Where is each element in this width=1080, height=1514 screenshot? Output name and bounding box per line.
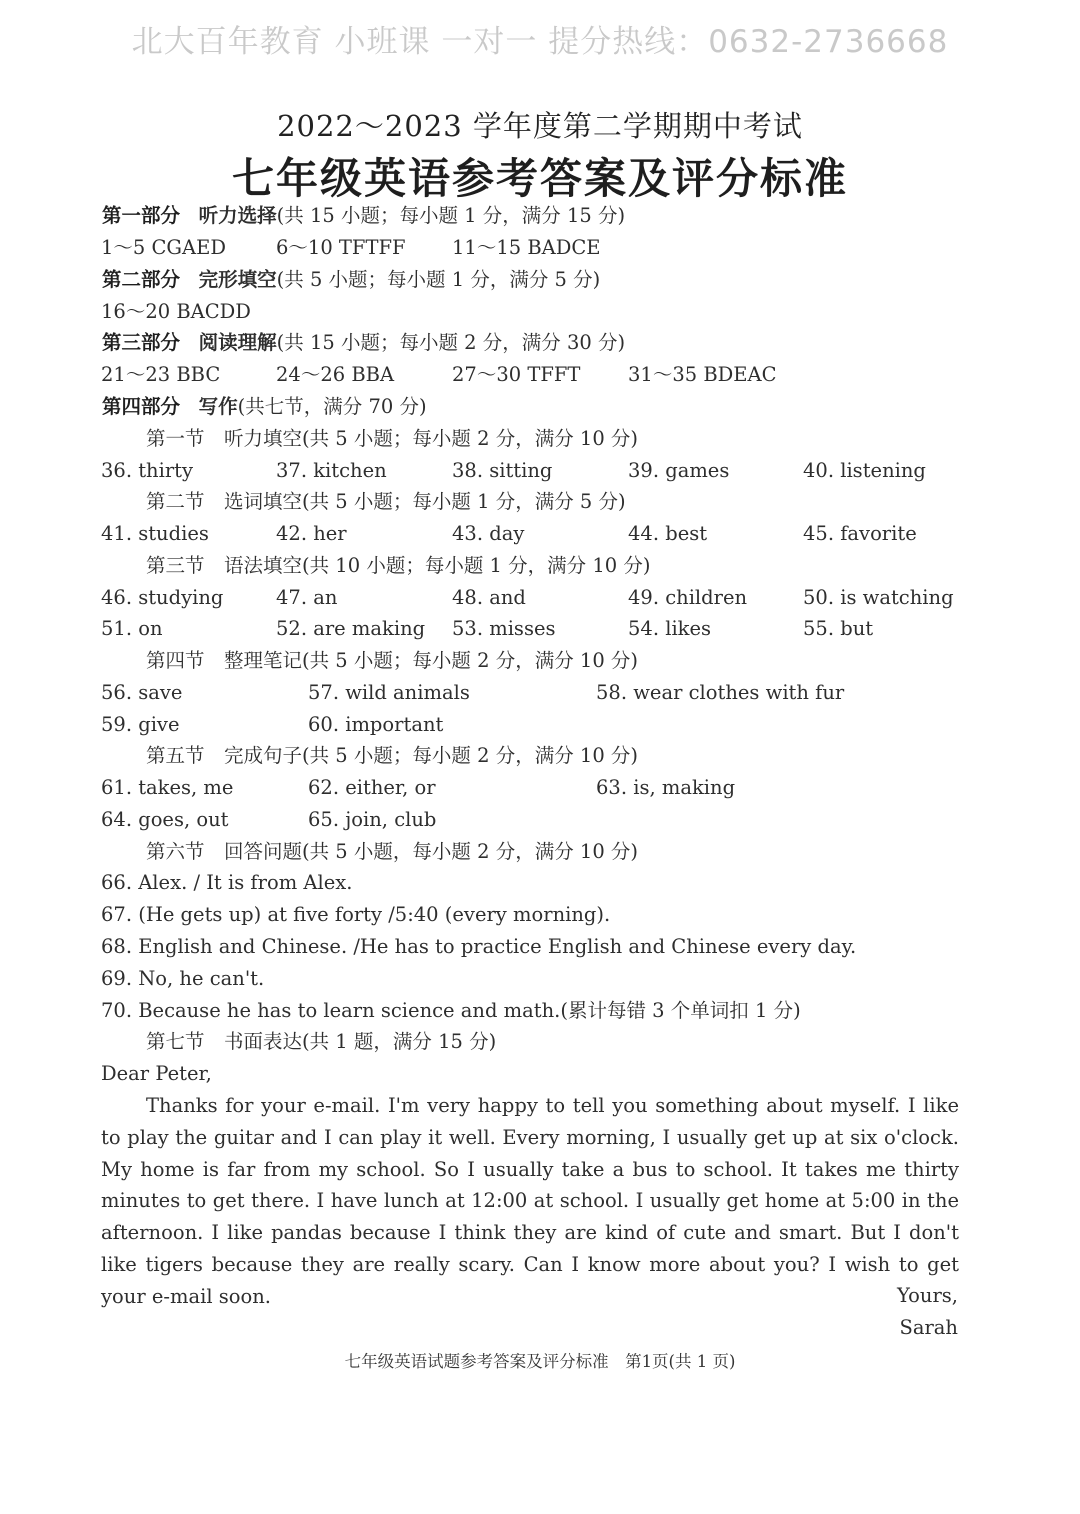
part2-scoring: (共 5 小题；每小题 1 分，满分 5 分) <box>276 268 601 291</box>
answer-item: 60. important <box>308 713 444 736</box>
exam-title: 2022～2023 学年度第二学期期中考试 <box>277 109 803 143</box>
answer-group: 1～5 CGAED <box>101 236 226 259</box>
answer-item: 47. an <box>276 586 338 609</box>
answer-item: 51. on <box>101 617 163 640</box>
part4-heading <box>102 395 427 419</box>
answer-key-title: 七年级英语参考答案及评分标准 <box>231 154 848 203</box>
part3-name: 阅读理解 <box>198 331 277 354</box>
answer-item: 56. save <box>101 681 183 704</box>
answer-66: 66. Alex. / It is from Alex. <box>101 871 353 894</box>
answer-67: 67. (He gets up) at five forty /5:40 (every morning). <box>101 903 611 926</box>
answer-item: 65. join, club <box>308 808 437 831</box>
answer-69: 69. No, he can't. <box>101 967 265 990</box>
answer-item: 59. give <box>101 713 180 736</box>
answer-item: 36. thirty <box>101 459 194 482</box>
answer-item: 57. wild animals <box>308 681 470 704</box>
answer-item: 61. takes, me <box>101 776 234 799</box>
letter-greeting: Dear Peter, <box>101 1062 212 1085</box>
answer-group: 6～10 TFTFF <box>276 236 406 259</box>
answer-item: 42. her <box>276 522 347 545</box>
answer-item: 43. day <box>452 522 525 545</box>
answer-68: 68. English and Chinese. /He has to practice English and Chinese every day. <box>101 935 857 958</box>
watermark-hotline: 北大百年教育 小班课 一对一 提分热线：0632-2736668 <box>131 24 949 60</box>
answer-item: 46. studying <box>101 586 224 609</box>
part3-heading <box>102 331 625 355</box>
part4-scoring: (共七节，满分 70 分) <box>237 395 427 418</box>
letter-closing: Yours, <box>896 1284 958 1307</box>
answer-item: 44. best <box>628 522 708 545</box>
answer-item: 62. either, or <box>308 776 436 799</box>
answer-group: 24～26 BBA <box>276 363 395 386</box>
answer-group: 31～35 BDEAC <box>628 363 777 386</box>
sec1-heading: 第一节 听力填空(共 5 小题；每小题 2 分，满分 10 分) <box>146 427 639 450</box>
answer-group: 16～20 BACDD <box>101 300 251 323</box>
sec2-heading: 第二节 选词填空(共 5 小题；每小题 1 分，满分 5 分) <box>146 490 626 513</box>
answer-item: 53. misses <box>452 617 556 640</box>
part1-label: 第一部分 <box>102 204 181 227</box>
part3-label: 第三部分 <box>102 331 181 354</box>
sec3-heading: 第三节 语法填空(共 10 小题；每小题 1 分，满分 10 分) <box>146 554 651 577</box>
part1-scoring: (共 15 小题；每小题 1 分，满分 15 分) <box>276 204 626 227</box>
answer-item: 39. games <box>628 459 730 482</box>
letter-signature: Sarah <box>899 1316 958 1339</box>
sec7-heading: 第七节 书面表达(共 1 题，满分 15 分) <box>146 1030 497 1053</box>
letter-body: Thanks for your e-mail. I'm very happy to tell you something about myself. I like to play the guitar and I can play it well. Every morning, I usually get up at six o'clock. My home is far from my school. So I usually take a bus to school. It takes me thirty minutes to get there. I have lunch at 12:00 at school. I usually get home at 5:00 in the afternoon. I like pandas because I think they are kind of cute and smart. But I don't like tigers because they are really scary. Can I know more about you? I wish to get your e-mail soon. <box>101 1094 959 1308</box>
answer-item: 49. children <box>628 586 748 609</box>
answer-group: 27～30 TFFT <box>452 363 581 386</box>
answer-item: 55. but <box>803 617 874 640</box>
part1-heading <box>102 204 625 228</box>
answer-item: 38. sitting <box>452 459 553 482</box>
answer-item: 64. goes, out <box>101 808 229 831</box>
part4-name: 写作 <box>198 395 238 418</box>
answer-item: 41. studies <box>101 522 209 545</box>
part3-scoring: (共 15 小题；每小题 2 分，满分 30 分) <box>276 331 626 354</box>
part2-label: 第二部分 <box>102 268 181 291</box>
part2-name: 完形填空 <box>198 268 277 291</box>
answer-item: 58. wear clothes with fur <box>596 681 845 704</box>
part1-name: 听力选择 <box>198 204 277 227</box>
answer-item: 40. listening <box>803 459 926 482</box>
answer-item: 45. favorite <box>803 522 917 545</box>
part4-label: 第四部分 <box>102 395 181 418</box>
sec5-heading: 第五节 完成句子(共 5 小题；每小题 2 分，满分 10 分) <box>146 744 639 767</box>
page-footer: 七年级英语试题参考答案及评分标准 第1页(共 1 页) <box>344 1352 736 1371</box>
answer-item: 54. likes <box>628 617 712 640</box>
answer-item: 37. kitchen <box>276 459 387 482</box>
answer-group: 21～23 BBC <box>101 363 221 386</box>
answer-item: 52. are making <box>276 617 426 640</box>
answer-item: 63. is, making <box>596 776 736 799</box>
answer-group: 11～15 BADCE <box>452 236 601 259</box>
answer-item: 48. and <box>452 586 526 609</box>
part2-heading <box>102 268 600 292</box>
answer-70: 70. Because he has to learn science and math.(累计每错 3 个单词扣 1 分) <box>101 999 801 1022</box>
answer-item: 50. is watching <box>803 586 954 609</box>
sec4-heading: 第四节 整理笔记(共 5 小题；每小题 2 分，满分 10 分) <box>146 649 639 672</box>
sec6-heading: 第六节 回答问题(共 5 小题，每小题 2 分，满分 10 分) <box>146 840 639 863</box>
